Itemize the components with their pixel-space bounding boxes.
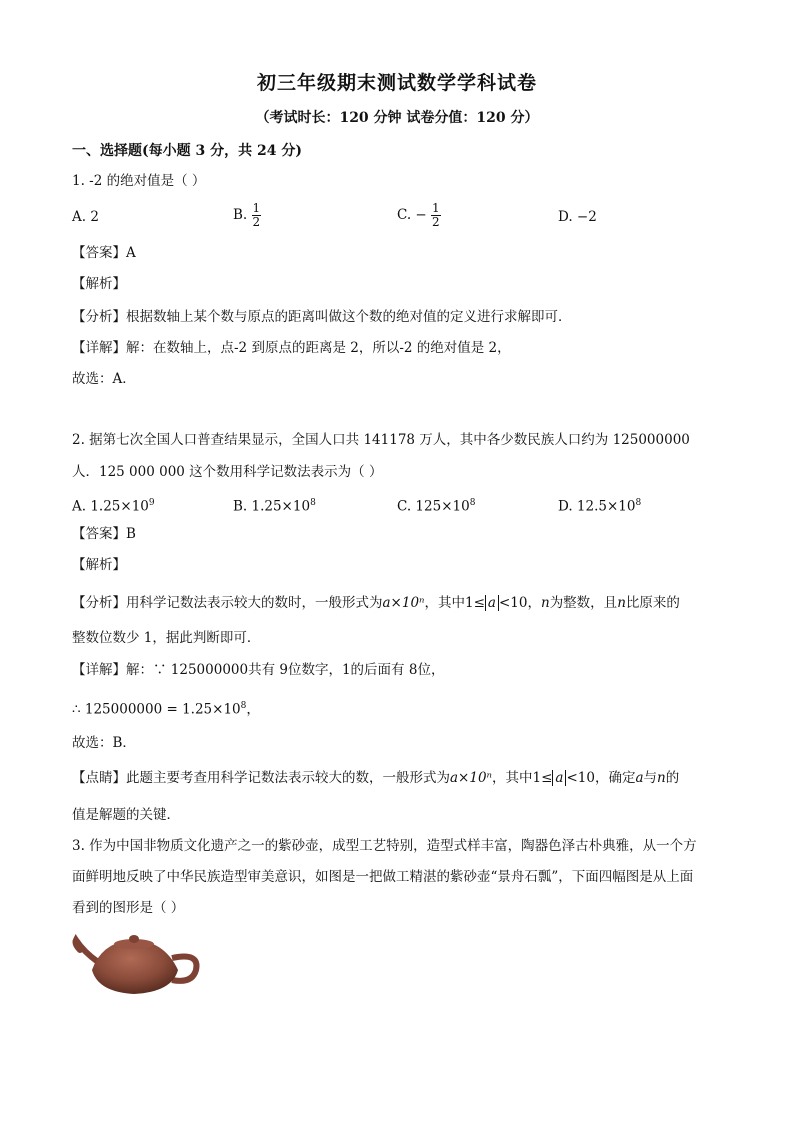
q2-answer: 【答案】B: [72, 526, 136, 542]
q1-stem: 1. -2 的绝对值是（ ）: [72, 173, 206, 189]
q2-dianjing-a-var: a: [635, 770, 644, 786]
q1-analysis-label: 【解析】: [72, 276, 126, 292]
q1-option-a: A. 2: [72, 209, 99, 225]
q1-answer: 【答案】A: [72, 245, 136, 261]
q2-dianjing-n-var: n: [657, 770, 666, 786]
q2-dianjing-range-right: <10: [566, 770, 595, 786]
q2-guxuan: 故选：B．: [72, 735, 136, 751]
q2-dianjing-line2: 值是解题的关键．: [72, 807, 180, 823]
q1-option-c-fraction: [431, 202, 441, 229]
q2-fenxi-range-right: <10: [498, 595, 528, 611]
q1-option-b-numerator: 1: [252, 201, 261, 215]
q2-dianjing: [72, 769, 679, 787]
teapot-spout: [76, 940, 99, 962]
q2-option-c-base: C. 125×10: [397, 498, 470, 515]
q2-dianjing-text-d: 与: [643, 770, 658, 786]
q1-option-b: [233, 202, 261, 229]
q2-fenxi-text-e: 比原来的: [625, 595, 680, 611]
q2-fenxi: [72, 594, 680, 612]
q2-stem-line1: 2. 据第七次全国人口普查结果显示，全国人口共 141178 万人，其中各少数民族人口约为 125000000: [72, 432, 690, 448]
teapot-knob: [129, 935, 139, 943]
q2-dianjing-text-a: 【点睛】此题主要考查用科学记数法表示较大的数，一般形式为: [72, 770, 450, 786]
section-heading: 一、选择题(每小题 3 分，共 24 分): [72, 143, 302, 159]
q3-line2: 面鲜明地反映了中华民族造型审美意识，如图是一把做工精湛的紫砂壶“景舟石瓢”，下面四幅图是从上面: [72, 869, 694, 885]
q2-option-a-base: A. 1.25×10: [72, 498, 149, 515]
q2-fenxi-abs-a: a: [485, 595, 499, 611]
q2-therefore-base: ∴ 125000000 = 1.25×10: [72, 701, 241, 718]
q2-option-b-exp: 8: [310, 498, 316, 508]
q2-therefore-exp: 8: [240, 701, 247, 711]
q2-therefore-tail: ，: [246, 701, 260, 718]
q2-option-c: [397, 494, 475, 516]
q1-option-d: D. −2: [558, 209, 597, 225]
q2-dianjing-formula: a×10ⁿ: [450, 770, 493, 786]
q1-option-c: [397, 202, 441, 229]
q2-fenxi-n2: n: [617, 595, 626, 611]
q2-fenxi-text-d: 为整数，且: [549, 595, 618, 611]
q2-option-d-exp: 8: [635, 498, 642, 508]
q2-option-c-exp: 8: [469, 498, 476, 508]
q2-dianjing-abs-a: a: [552, 770, 566, 786]
page-title: 初三年级期末测试数学学科试卷: [256, 72, 537, 94]
q1-option-b-denominator: 2: [252, 215, 261, 229]
q2-fenxi-formula: a×10ⁿ: [382, 595, 425, 611]
q2-dianjing-range-left: 1≤: [532, 770, 553, 786]
q2-fenxi-text-c: ，: [527, 595, 541, 611]
q2-option-d: [558, 494, 641, 516]
q2-fenxi-text-a: 【分析】用科学记数法表示较大的数时，一般形式为: [72, 595, 383, 611]
q2-dianjing-text-e: 的: [665, 770, 680, 786]
q2-option-b: [233, 494, 316, 516]
q3-line1: 3. 作为中国非物质文化遗产之一的紫砂壶，成型工艺特别，造型式样丰富，陶器色泽古朴典雅，从一个方: [72, 838, 697, 854]
q1-fenxi: 【分析】根据数轴上某个数与原点的距离叫做这个数的绝对值的定义进行求解即可．: [72, 309, 572, 325]
q3-line3: 看到的图形是（ ）: [72, 900, 185, 916]
q2-option-a: [72, 494, 155, 516]
q1-option-b-prefix: B.: [233, 207, 248, 223]
q1-option-b-fraction: [252, 202, 262, 229]
q2-fenxi-line2: 整数位数少 1，据此判断即可．: [72, 630, 261, 646]
q1-xiangjie: 【详解】解：在数轴上，点-2 到原点的距离是 2，所以-2 的绝对值是 2，: [72, 340, 511, 356]
q2-therefore: [72, 697, 260, 719]
teapot-image: [72, 930, 212, 1000]
q2-option-a-exp: 9: [148, 498, 155, 508]
q2-dianjing-text-b: ，其中: [492, 770, 533, 786]
q1-option-c-numerator: 1: [432, 201, 440, 215]
q1-option-c-prefix: C. −: [397, 207, 427, 223]
q2-option-b-base: B. 1.25×10: [233, 498, 311, 515]
q1-guxuan: 故选：A．: [72, 371, 136, 387]
q2-fenxi-range-left: 1≤: [465, 595, 485, 611]
q2-fenxi-n: n: [540, 595, 550, 611]
q2-stem-line2: 人．125 000 000 这个数用科学记数法表示为（ ）: [72, 464, 383, 480]
q2-option-d-base: D. 12.5×10: [558, 498, 636, 515]
exam-subtitle: （考试时长：120 分钟 试卷分值：120 分）: [255, 110, 539, 126]
q2-analysis-label: 【解析】: [72, 557, 126, 573]
q1-option-c-denominator: 2: [432, 215, 440, 229]
q2-fenxi-text-b: ，其中: [424, 595, 466, 611]
q2-xiangjie: 【详解】解：∵ 125000000共有 9位数字，1的后面有 8位，: [72, 662, 445, 678]
q2-dianjing-text-c: ，确定: [594, 770, 636, 786]
